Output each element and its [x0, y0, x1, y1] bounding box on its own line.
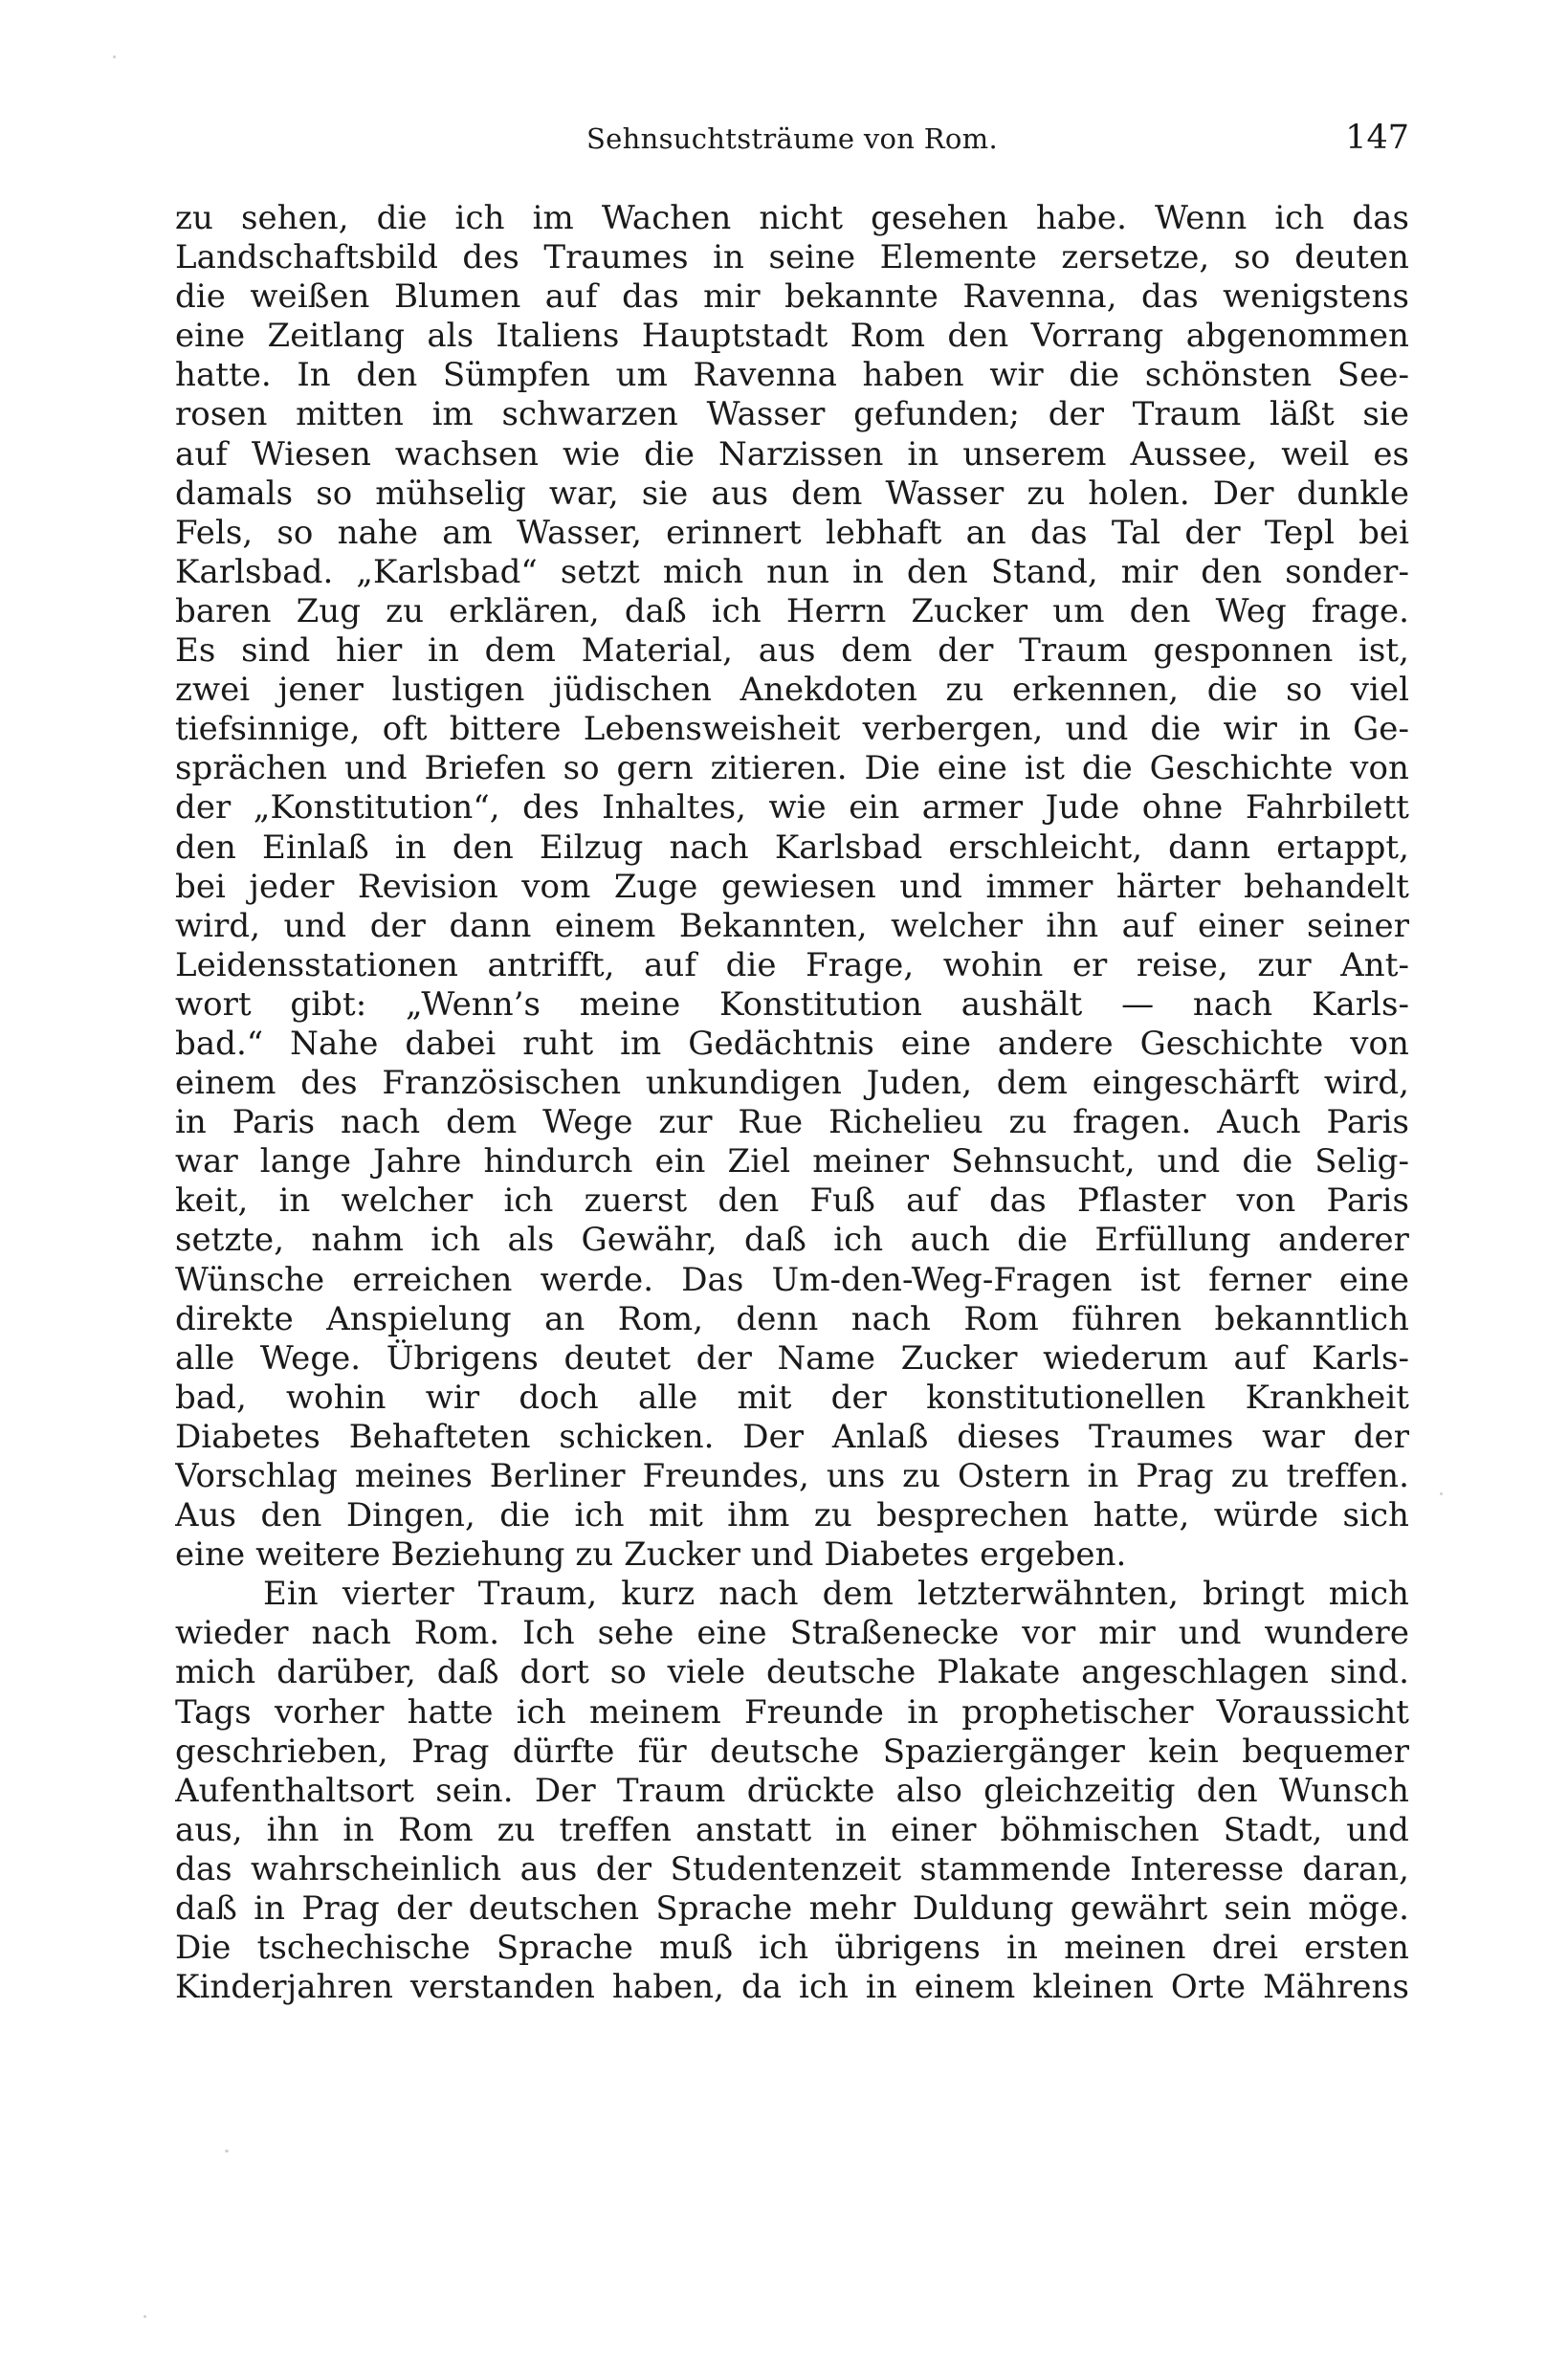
paper-speck — [225, 2150, 229, 2152]
text-line: Tags vorher hatte ich meinem Freunde in prophetischer Voraussicht — [175, 1692, 1409, 1732]
paper-speck — [144, 2315, 146, 2318]
text-line: war lange Jahre hindurch ein Ziel meiner Sehnsucht, und die Selig- — [175, 1142, 1409, 1181]
text-line: direkte Anspielung an Rom, denn nach Rom führen bekanntlich — [175, 1299, 1409, 1338]
running-title: Sehnsuchtsträume von Rom. — [585, 122, 998, 155]
text-line: die weißen Blumen auf das mir bekannte Ravenna, das wenigstens — [175, 277, 1409, 317]
text-line: setzte, nahm ich als Gewähr, daß ich auch die Erfüllung anderer — [175, 1221, 1409, 1260]
text-line: Es sind hier in dem Material, aus dem der Traum gesponnen ist, — [175, 631, 1409, 671]
text-line: Aus den Dingen, die ich mit ihm zu besprechen hatte, würde sich — [175, 1496, 1409, 1535]
text-line: alle Wege. Übrigens deutet der Name Zucker wiederum auf Karls- — [175, 1338, 1409, 1378]
text-line: aus, ihn in Rom zu treffen anstatt in einer böhmischen Stadt, und — [175, 1810, 1409, 1849]
text-line: tiefsinnige, oft bittere Lebensweisheit verbergen, und die wir in Ge- — [175, 710, 1409, 749]
text-line: zwei jener lustigen jüdischen Anekdoten zu erkennen, die so viel — [175, 671, 1409, 710]
body-text — [175, 199, 1409, 2007]
text-line: baren Zug zu erklären, daß ich Herrn Zucker um den Weg frage. — [175, 591, 1409, 630]
text-line: Leidensstationen antrifft, auf die Frage, wohin er reise, zur Ant- — [175, 945, 1409, 984]
text-line: der „Konstitution“, des Inhaltes, wie ein armer Jude ohne Fahrbilett — [175, 788, 1409, 828]
text-line: Vorschlag meines Berliner Freundes, uns zu Ostern in Prag zu treffen. — [175, 1457, 1409, 1495]
text-line: wieder nach Rom. Ich sehe eine Straßenecke vor mir und wundere — [175, 1614, 1409, 1653]
text-line: wort gibt: „Wenn’s meine Konstitution aushält — nach Karls- — [175, 984, 1409, 1024]
text-line: keit, in welcher ich zuerst den Fuß auf das Pflaster von Paris — [175, 1181, 1409, 1221]
text-line: Kinderjahren verstanden haben, da ich in einem kleinen Orte Mährens — [175, 1968, 1409, 2007]
text-line: bei jeder Revision vom Zuge gewiesen und immer härter behandelt — [175, 867, 1409, 906]
text-line: Diabetes Behafteten schicken. Der Anlaß dieses Traumes war der — [175, 1417, 1409, 1456]
text-line: Karlsbad. „Karlsbad“ setzt mich nun in den Stand, mir den sonder- — [175, 552, 1409, 591]
text-line: Die tschechische Sprache muß ich übrigens in meinen drei ersten — [175, 1929, 1409, 1968]
text-line: Aufenthaltsort sein. Der Traum drückte also gleichzeitig den Wunsch — [175, 1771, 1409, 1810]
paragraph-first-line: Ein vierter Traum, kurz nach dem letzterwähnten, bringt mich — [263, 1575, 1409, 1614]
text-line: Fels, so nahe am Wasser, erinnert lebhaft an das Tal der Tepl bei — [175, 513, 1409, 552]
text-line: auf Wiesen wachsen wie die Narzissen in unserem Aussee, weil es — [175, 434, 1409, 474]
running-head — [175, 119, 1409, 170]
text-line: das wahrscheinlich aus der Studentenzeit stammende Interesse daran, — [175, 1849, 1409, 1888]
text-line: bad, wohin wir doch alle mit der konstitutionellen Krankheit — [175, 1378, 1409, 1417]
text-line: Wünsche erreichen werde. Das Um-den-Weg-Fragen ist ferner eine — [175, 1260, 1409, 1299]
paper-speck — [1440, 1492, 1443, 1495]
text-line: mich darüber, daß dort so viele deutsche Plakate angeschlagen sind. — [175, 1653, 1409, 1692]
text-line: einem des Französischen unkundigen Juden, dem eingeschärft wird, — [175, 1064, 1409, 1103]
text-line: daß in Prag der deutschen Sprache mehr Duldung gewährt sein möge. — [175, 1889, 1409, 1929]
page-number: 147 — [1345, 119, 1409, 157]
text-line: rosen mitten im schwarzen Wasser gefunden; der Traum läßt sie — [175, 395, 1409, 434]
text-line: damals so mühselig war, sie aus dem Wasser zu holen. Der dunkle — [175, 474, 1409, 513]
text-line: eine Zeitlang als Italiens Hauptstadt Rom den Vorrang abgenommen — [175, 317, 1409, 356]
paper-speck — [113, 55, 116, 58]
paragraph-last-line: eine weitere Beziehung zu Zucker und Diabetes ergeben. — [175, 1535, 1127, 1575]
text-line: hatte. In den Sümpfen um Ravenna haben wir die schönsten See- — [175, 356, 1409, 395]
text-line: wird, und der dann einem Bekannten, welcher ihn auf einer seiner — [175, 906, 1409, 945]
text-line: Landschaftsbild des Traumes in seine Elemente zersetze, so deuten — [175, 238, 1409, 277]
text-line: geschrieben, Prag dürfte für deutsche Spaziergänger kein bequemer — [175, 1732, 1409, 1771]
text-line: in Paris nach dem Wege zur Rue Richelieu zu fragen. Auch Paris — [175, 1103, 1409, 1142]
text-line: den Einlaß in den Eilzug nach Karlsbad erschleicht, dann ertappt, — [175, 828, 1409, 867]
text-line: sprächen und Briefen so gern zitieren. Die eine ist die Geschichte von — [175, 749, 1409, 788]
text-line: zu sehen, die ich im Wachen nicht gesehen habe. Wenn ich das — [175, 199, 1409, 237]
text-line: bad.“ Nahe dabei ruht im Gedächtnis eine andere Geschichte von — [175, 1024, 1409, 1063]
